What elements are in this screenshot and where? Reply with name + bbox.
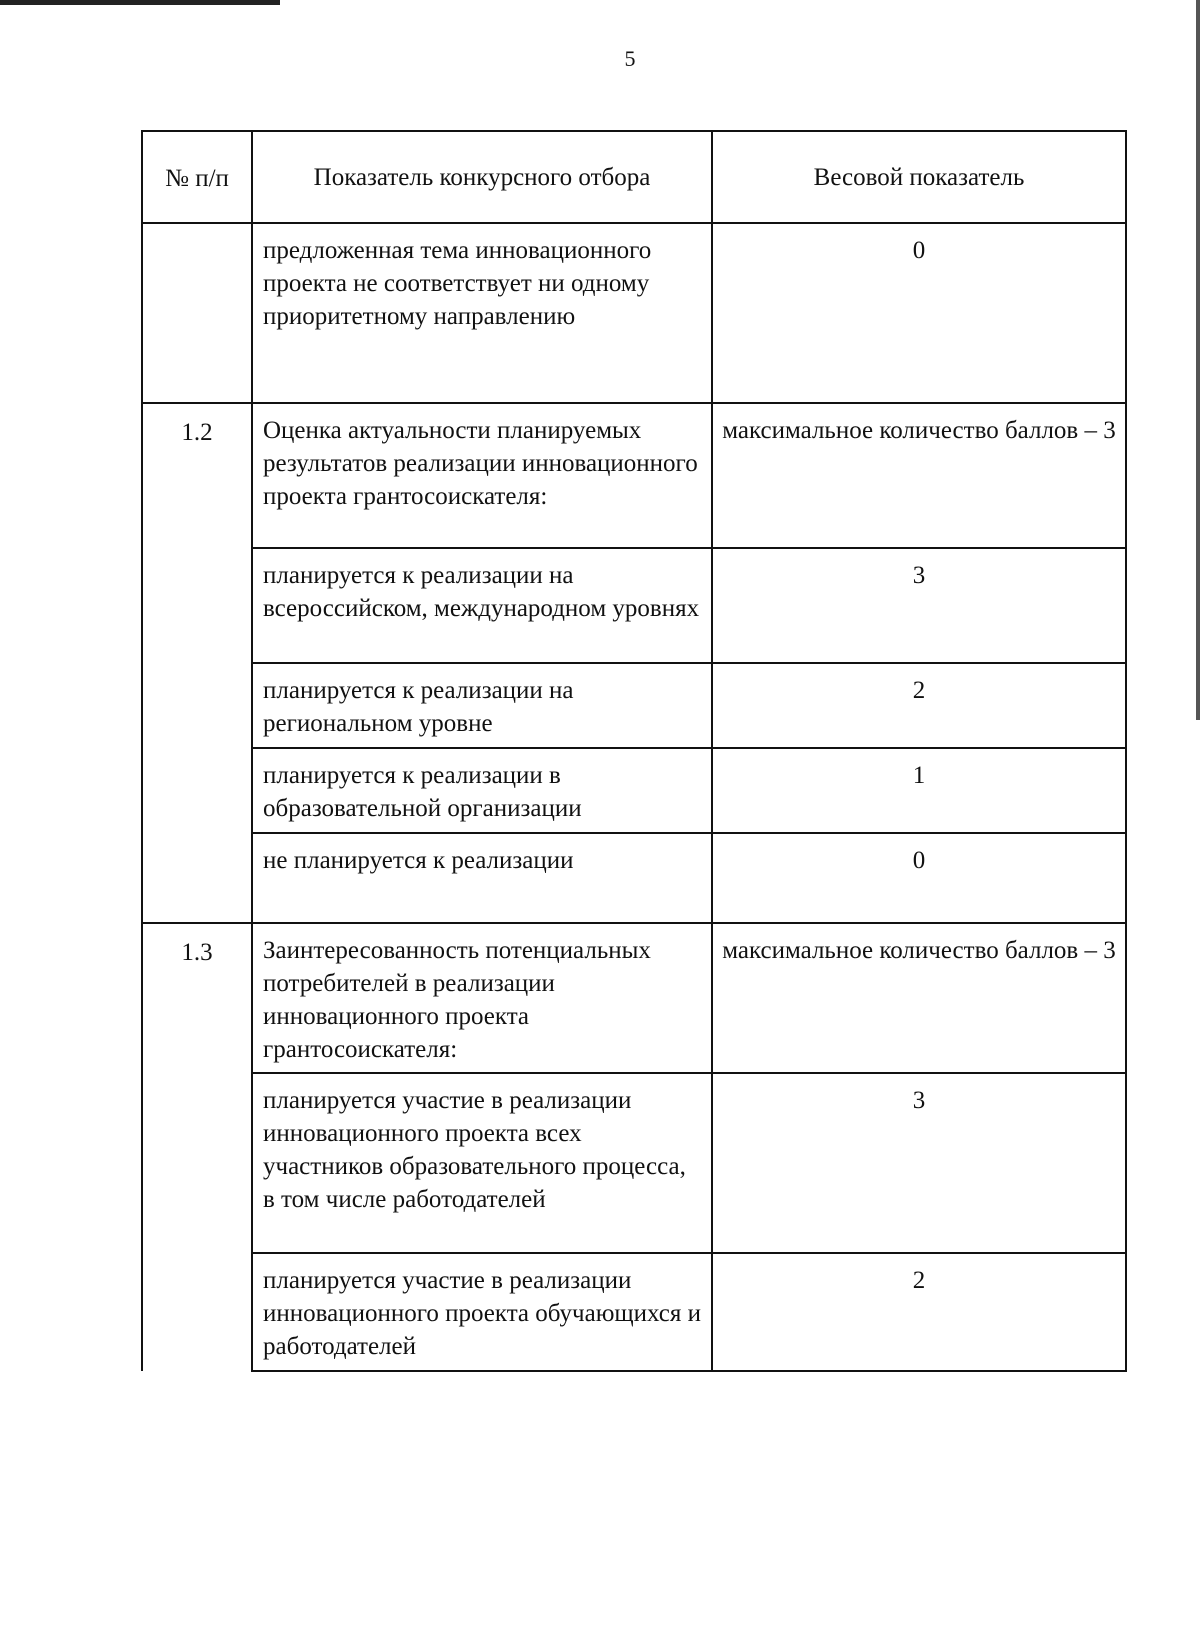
row-indicator: Оценка актуальности планируемых результатов реализации инновационного проекта грантосоискателя:	[252, 403, 712, 548]
row-weight: 3	[712, 1073, 1126, 1253]
row-indicator: планируется участие в реализации инновационного проекта всех участников образовательного процесса, в том числе работодателей	[252, 1073, 712, 1253]
row-indicator: Заинтересованность потенциальных потребителей в реализации инновационного проекта грантосоискателя:	[252, 923, 712, 1073]
row-indicator: не планируется к реализации	[252, 833, 712, 923]
row-indicator: предложенная тема инновационного проекта не соответствует ни одному приоритетному направлению	[252, 223, 712, 403]
row-weight: 1	[712, 748, 1126, 833]
row-weight: 0	[712, 833, 1126, 923]
criteria-table	[141, 130, 1127, 1372]
scan-edge-mark	[1196, 0, 1200, 720]
table-row	[142, 223, 1126, 403]
row-indicator: планируется участие в реализации инновационного проекта обучающихся и работодателей	[252, 1253, 712, 1371]
header-num: № п/п	[142, 131, 252, 223]
table-row	[142, 923, 1126, 1073]
table-row	[142, 1253, 1126, 1371]
row-weight: 2	[712, 1253, 1126, 1371]
table-header-row	[142, 131, 1126, 223]
row-num: 1.3	[142, 923, 252, 1371]
header-indicator: Показатель конкурсного отбора	[252, 131, 712, 223]
row-weight: 3	[712, 548, 1126, 663]
row-num	[142, 223, 252, 403]
row-weight: максимальное количество баллов – 3	[712, 403, 1126, 548]
table-row	[142, 833, 1126, 923]
table-row	[142, 663, 1126, 748]
row-indicator: планируется к реализации на региональном уровне	[252, 663, 712, 748]
row-weight: 2	[712, 663, 1126, 748]
row-indicator: планируется к реализации в образовательной организации	[252, 748, 712, 833]
row-weight: максимальное количество баллов – 3	[712, 923, 1126, 1073]
page-number: 5	[624, 46, 636, 71]
row-indicator: планируется к реализации на всероссийском, международном уровнях	[252, 548, 712, 663]
table-row	[142, 403, 1126, 548]
header-weight: Весовой показатель	[712, 131, 1126, 223]
table-row	[142, 548, 1126, 663]
row-num: 1.2	[142, 403, 252, 923]
table-row	[142, 1073, 1126, 1253]
row-weight: 0	[712, 223, 1126, 403]
top-edge-line	[0, 0, 280, 5]
table-row	[142, 748, 1126, 833]
